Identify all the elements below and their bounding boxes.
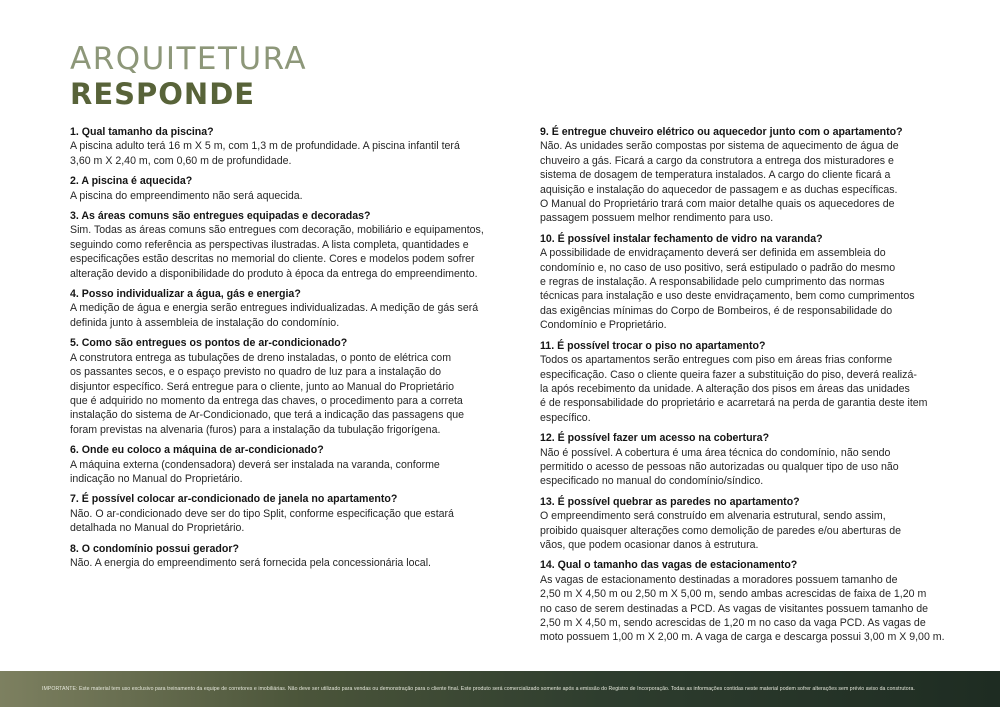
faq-question: 10. É possível instalar fechamento de vidro na varanda? <box>540 232 823 245</box>
faq-answer: O empreendimento será construído em alvenaria estrutural, sendo assim, proibido quaisquer alterações como demolição de paredes e/ou aberturas de vãos, que podem ocasionar danos à estrutura. <box>540 510 902 551</box>
faq-item-14 <box>540 558 960 644</box>
faq-item-9 <box>540 125 960 226</box>
faq-question: 11. É possível trocar o piso no apartamento? <box>540 339 766 352</box>
faq-column-right <box>540 125 960 651</box>
faq-answer: As vagas de estacionamento destinadas a moradores possuem tamanho de 2,50 m X 4,50 m ou 2,50 m X 5,00 m, sendo ambas acrescidas de faixa de 1,20 m no caso de serem destinadas a PCD. As vagas de visitantes possuem tamanho de 2,50 m X 4,50 m, sendo acrescidas de 1,20 m no caso da vaga PCD. As vagas de moto possuem 1,00 m X 2,00 m. A vaga de carga e descarga possui 3,00 m X 9,00 m. <box>540 573 945 644</box>
faq-item-7 <box>70 492 510 535</box>
faq-answer: A piscina do empreendimento não será aquecida. <box>70 189 303 202</box>
faq-item-6 <box>70 443 510 486</box>
faq-answer: A construtora entrega as tubulações de dreno instaladas, o ponto de elétrica com os passantes secos, e o espaço previsto no quadro de luz para a instalação do disjuntor específico. Será entregue para o cliente, junto ao Manual do Proprietário que é adquirido no momento da entrega das chaves, o procedimento para a correta instalação do sistema de Ar-Condicionado, que terá a indicação das passagens que foram previstas na alvenaria (furos) para a instalação da tubulação frigorígena. <box>70 351 464 436</box>
footer-band <box>0 671 1000 707</box>
faq-question: 9. É entregue chuveiro elétrico ou aquecedor junto com o apartamento? <box>540 126 903 138</box>
faq-item-2 <box>70 174 510 203</box>
faq-answer: Não é possível. A cobertura é uma área técnica do condomínio, não sendo permitido o acesso de pessoas não autorizadas ou qualquer tipo de uso não especificado no manual do condomínio/síndico. <box>540 446 899 488</box>
faq-answer: Não. As unidades serão compostas por sistema de aquecimento de água de chuveiro a gás. Ficará a cargo da construtora a entrega dos misturadores e sistema de dosagem de temperatura instalados. A cargo do cliente ficará a aquisição e instalação do aquecedor de passagem e as duchas específicas. O Manual do Proprietário trará com maior detalhe quais os aquecedores de passagem possuem melhor rendimento para uso. <box>540 140 899 225</box>
faq-question: 8. O condomínio possui gerador? <box>70 542 239 555</box>
faq-answer: Sim. Todas as áreas comuns são entregues com decoração, mobiliário e equipamentos, seguindo como referência as perspectivas ilustradas. A lista completa, quantidades e especificações estão descritas no memorial do cliente. Cores e modelos podem sofrer alteração devido a disponibilidade do produto à época da entrega do empreendimento. <box>70 224 484 280</box>
faq-answer: Não. A energia do empreendimento será fornecida pela concessionária local. <box>70 556 431 569</box>
faq-item-13 <box>540 495 960 553</box>
page-title-line1: ARQUITETURA <box>70 41 308 77</box>
faq-item-10 <box>540 232 960 333</box>
faq-question: 7. É possível colocar ar-condicionado de janela no apartamento? <box>70 493 398 506</box>
faq-column-left <box>70 125 510 576</box>
faq-answer: Todos os apartamentos serão entregues com piso em áreas frias conforme especificação. Caso o cliente queira fazer a substituição do piso, deverá realizá- la após recebimento da unidade. A alteração dos pisos em áreas das unidades é de responsabilidade do proprietário e acarretará na perda de garantia deste item específico. <box>540 354 928 424</box>
footer-disclaimer: IMPORTANTE: Este material tem uso exclusivo para treinamento da equipe de corretores e imobiliárias. Não deve ser utilizado para vendas ou demonstração para o cliente final. Este produto será comercializado somente após a emissão do Registro de Incorporação. Todas as informações contidas neste material podem sofrer alterações sem prévio aviso da construtora. <box>42 686 915 692</box>
faq-question: 5. Como são entregues os pontos de ar-condicionado? <box>70 337 348 350</box>
faq-question: 13. É possível quebrar as paredes no apartamento? <box>540 495 800 508</box>
faq-question: 14. Qual o tamanho das vagas de estacionamento? <box>540 559 798 572</box>
faq-question: 2. A piscina é aquecida? <box>70 175 193 188</box>
faq-item-8 <box>70 542 510 571</box>
faq-item-4 <box>70 287 510 330</box>
faq-question: 12. É possível fazer um acesso na cobertura? <box>540 432 770 445</box>
faq-answer: A piscina adulto terá 16 m X 5 m, com 1,3 m de profundidade. A piscina infantil terá 3,60 m X 2,40 m, com 0,60 m de profundidade. <box>70 140 460 167</box>
faq-answer: A máquina externa (condensadora) deverá ser instalada na varanda, conforme indicação no Manual do Proprietário. <box>70 458 440 485</box>
faq-question: 1. Qual tamanho da piscina? <box>70 126 214 138</box>
faq-item-3 <box>70 209 510 281</box>
faq-answer: A medição de água e energia serão entregues individualizadas. A medição de gás será definida junto à assembleia de instalação do condomínio. <box>70 302 479 329</box>
faq-item-12 <box>540 431 960 489</box>
faq-question: 3. As áreas comuns são entregues equipadas e decoradas? <box>70 210 371 223</box>
page-title-line2: RESPONDE <box>70 77 256 111</box>
faq-answer: Não. O ar-condicionado deve ser do tipo Split, conforme especificação que estará detalhada no Manual do Proprietário. <box>70 507 454 535</box>
faq-answer: A possibilidade de envidraçamento deverá ser definida em assembleia do condomínio e, no caso de uso positivo, será estipulado o padrão do mesmo e regras de instalação. A responsabilidade pelo cumprimento das normas técnicas para instalação e uso deste envidraçamento, bem como cumprimentos das exigências mínimas do Corpo de Bombeiros, é de responsabilidade do Condomínio e Proprietário. <box>540 247 915 332</box>
faq-question: 6. Onde eu coloco a máquina de ar-condicionado? <box>70 444 324 457</box>
faq-item-5 <box>70 336 510 437</box>
faq-item-11 <box>540 339 960 425</box>
faq-question: 4. Posso individualizar a água, gás e energia? <box>70 288 301 301</box>
faq-item-1 <box>70 125 510 168</box>
